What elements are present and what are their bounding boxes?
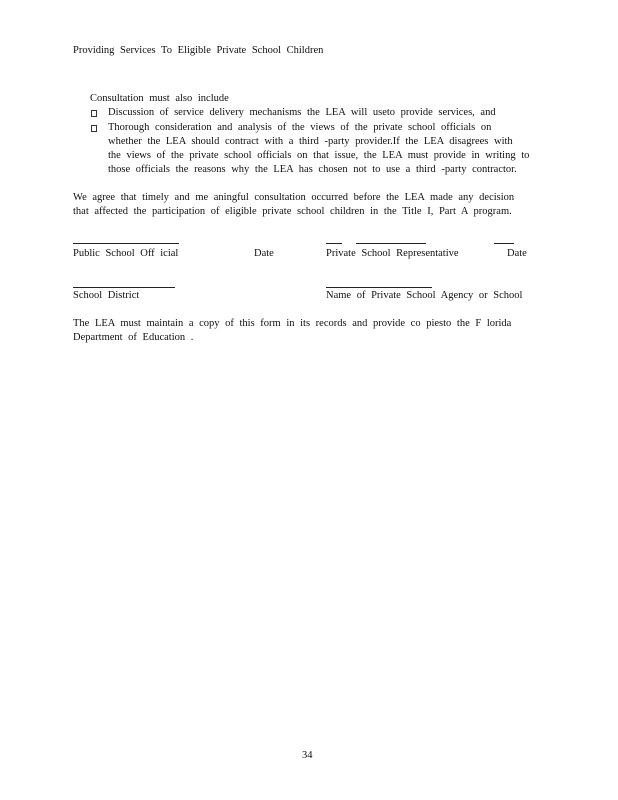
page-number: 34 [302, 750, 313, 761]
footer-note-line: The LEA must maintain a copy of this form in its records and provide co piesto the F lorida [73, 318, 512, 329]
school-district-label: School District [73, 290, 140, 301]
agreement-paragraph-line: We agree that timely and me aningful consultation occurred before the LEA made any decision [73, 192, 515, 203]
bullet-item-discussion: Discussion of service delivery mechanisms the LEA will useto provide services, and [108, 107, 496, 118]
bullet-item-line: the views of the private school officials on that issue, the LEA must provide in writing to [108, 150, 530, 161]
private-school-name-label: Name of Private School Agency or School [326, 290, 523, 301]
bullet-item-line: Thorough consideration and analysis of the views of the private school officials on [108, 122, 492, 133]
private-school-representative-label: Private School Representative [326, 248, 459, 259]
date-label: Date [507, 248, 527, 259]
bullet-marker-icon [91, 110, 97, 117]
date-label: Date [254, 248, 274, 259]
signature-line-private-rep-part [326, 243, 342, 244]
bullet-marker-icon [91, 125, 97, 132]
bullet-item-line: whether the LEA should contract with a third -party provider.If the LEA disagrees with [108, 136, 513, 147]
bullet-item-line: those officials the reasons why the LEA has chosen not to use a third -party contractor. [108, 164, 517, 175]
signature-line-private-school-name [326, 287, 432, 288]
signature-line-date [494, 243, 514, 244]
footer-note-line: Department of Education . [73, 332, 194, 343]
page-header: Providing Services To Eligible Private School Children [73, 45, 324, 56]
signature-line-school-district [73, 287, 175, 288]
public-school-official-label: Public School Off icial [73, 248, 179, 259]
signature-line-public-official [73, 243, 179, 244]
consultation-intro: Consultation must also include [90, 93, 229, 104]
agreement-paragraph-line: that affected the participation of eligible private school children in the Title I, Part A program. [73, 206, 512, 217]
signature-line-private-rep [356, 243, 426, 244]
